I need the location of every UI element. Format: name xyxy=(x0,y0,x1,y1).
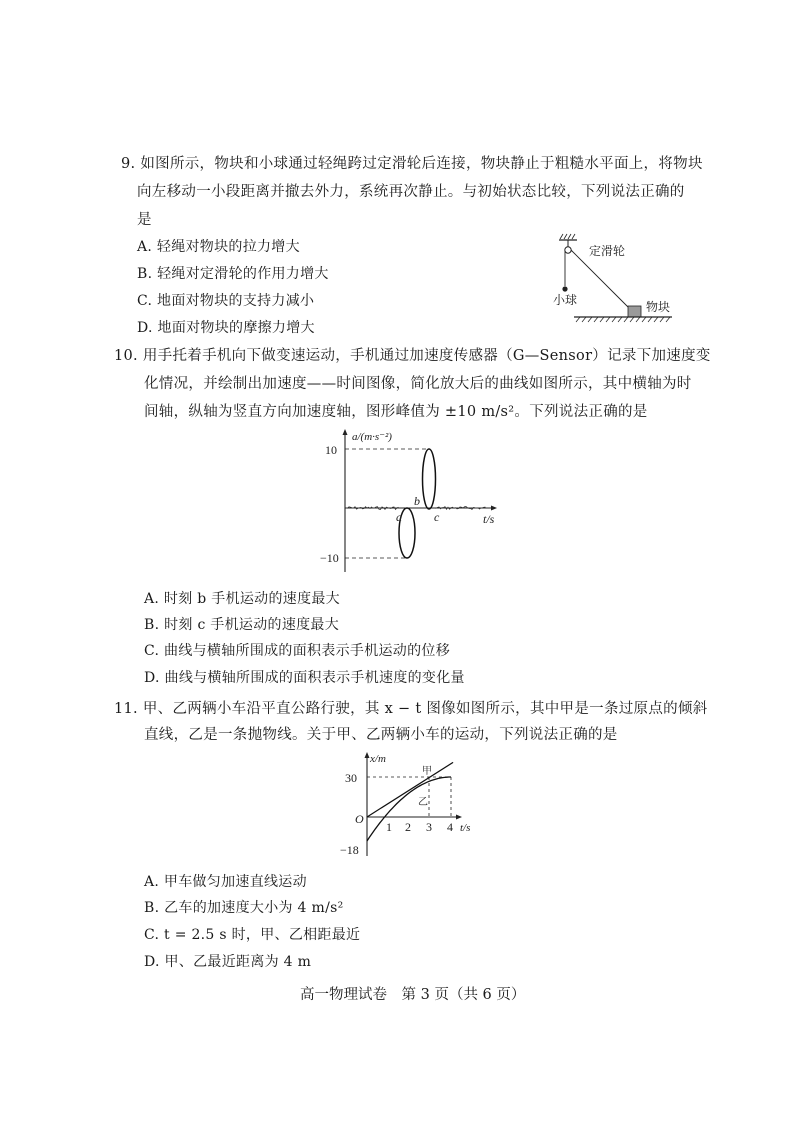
positive-lobe xyxy=(423,449,436,509)
q10-option-b: B. 时刻 c 手机运动的速度最大 xyxy=(144,617,340,633)
q11-xt-graph xyxy=(330,748,480,860)
pulley-label: 定滑轮 xyxy=(589,244,626,258)
y-tick-neg18: −18 xyxy=(340,843,359,857)
pulley-wheel xyxy=(565,247,571,253)
tick-neg10: −10 xyxy=(320,551,339,565)
q9-line1: 9. 如图所示，物块和小球通过轻绳跨过定滑轮后连接，物块静止于粗糙水平面上，将物块 xyxy=(121,156,703,172)
series-jia-line xyxy=(367,762,453,817)
q10-line3: 间轴，纵轴为竖直方向加速度轴，图形峰值为 ±10 m/s²。下列说法正确的是 xyxy=(144,404,648,420)
ground-hatch xyxy=(576,317,670,322)
q10-option-d: D. 曲线与横轴所围成的面积表示手机速度的变化量 xyxy=(144,670,465,686)
q10-acceleration-graph xyxy=(318,426,508,578)
label-yi: 乙 xyxy=(418,797,428,808)
q9-line2: 向左移动一小段距离并撤去外力，系统再次静止。与初始状态比较，下列说法正确的 xyxy=(137,184,685,200)
page-footer: 高一物理试卷 第 3 页（共 6 页） xyxy=(300,987,526,1003)
tick-pos10: 10 xyxy=(325,443,337,457)
point-b-label: b xyxy=(414,494,420,508)
q10-line2: 化情况，并绘制出加速度——时间图像，简化放大后的曲线如图所示，其中横轴为时 xyxy=(144,376,692,392)
t-axis-arrow xyxy=(491,506,497,511)
q9-option-c: C. 地面对物块的支持力减小 xyxy=(137,293,315,309)
q10-line1: 10. 用手托着手机向下做变速运动，手机通过加速度传感器（G—Sensor）记录下加速度变 xyxy=(114,348,711,364)
q9-pulley-figure xyxy=(540,228,680,328)
a-axis-arrow xyxy=(343,429,348,435)
q9-line3: 是 xyxy=(137,212,152,228)
q9-option-d: D. 地面对物块的摩擦力增大 xyxy=(137,320,315,336)
origin-label: O xyxy=(355,812,364,826)
point-c-label: c xyxy=(434,510,440,524)
q11-option-d: D. 甲、乙最近距离为 4 m xyxy=(144,954,312,970)
q11-line1: 11. 甲、乙两辆小车沿平直公路行驶，其 x − t 图像如图所示，其中甲是一条过原点的倾斜 xyxy=(114,701,708,717)
ceiling-hatch xyxy=(560,234,575,239)
x-axis-label: x/m xyxy=(370,753,386,765)
x-tick-3: 3 xyxy=(426,820,432,834)
t-axis-arrow xyxy=(456,815,462,820)
a-axis-label: a/(m·s⁻²) xyxy=(352,431,392,443)
q11-line2: 直线，乙是一条抛物线。关于甲、乙两辆小车的运动，下列说法正确的是 xyxy=(144,727,618,743)
q10-option-a: A. 时刻 b 手机运动的速度最大 xyxy=(144,591,340,607)
rope-to-block xyxy=(571,250,631,310)
q10-option-c: C. 曲线与横轴所围成的面积表示手机运动的位移 xyxy=(144,643,451,659)
ball-label: 小球 xyxy=(553,293,578,307)
label-jia: 甲 xyxy=(422,766,432,777)
x-tick-2: 2 xyxy=(405,820,411,834)
block-label: 物块 xyxy=(646,300,671,314)
point-a-label: a xyxy=(396,510,402,524)
ball xyxy=(562,286,567,291)
q11-option-c: C. t = 2.5 s 时，甲、乙相距最近 xyxy=(144,927,361,943)
t-axis-label: t/s xyxy=(483,512,495,526)
t-axis-label: t/s xyxy=(460,822,471,834)
block xyxy=(628,306,641,317)
q9-option-b: B. 轻绳对定滑轮的作用力增大 xyxy=(137,266,329,282)
x-tick-4: 4 xyxy=(447,820,453,834)
q11-option-b: B. 乙车的加速度大小为 4 m/s² xyxy=(144,900,344,916)
x-axis-arrow xyxy=(365,752,370,758)
q9-option-a: A. 轻绳对物块的拉力增大 xyxy=(137,239,300,255)
x-tick-1: 1 xyxy=(386,820,392,834)
q11-option-a: A. 甲车做匀加速直线运动 xyxy=(144,874,307,890)
y-tick-30: 30 xyxy=(345,771,357,785)
